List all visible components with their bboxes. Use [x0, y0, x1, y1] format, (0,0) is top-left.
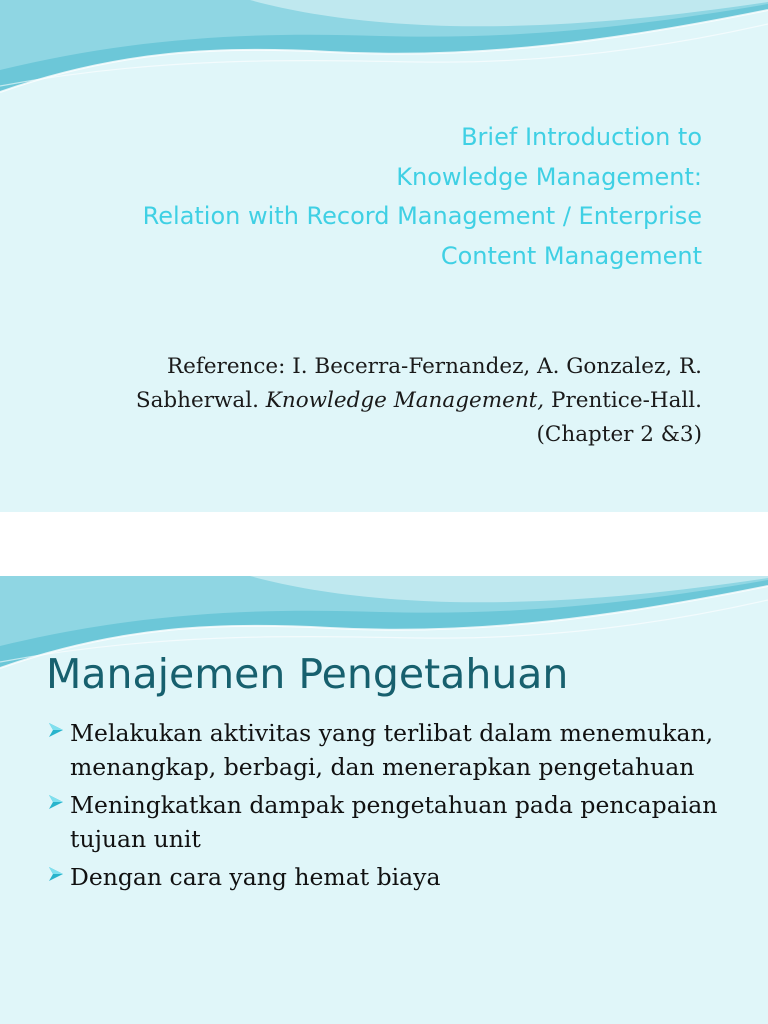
list-item: [46, 716, 726, 784]
list-item: [46, 860, 726, 894]
title-line: Knowledge Management:: [396, 162, 702, 191]
title-line: Content Management: [440, 241, 702, 270]
slide-title: [22, 118, 702, 276]
bullet-text: Meningkatkan dampak pengetahuan pada pencapaian tujuan unit: [70, 791, 718, 853]
title-line: Relation with Record Management / Enterprise: [142, 202, 702, 230]
arrow-bullet-icon: [46, 720, 66, 740]
decorative-wave-header: [0, 0, 768, 100]
arrow-bullet-icon: [46, 792, 66, 812]
slide-title: Manajemen Pengetahuan: [46, 650, 569, 698]
bullet-text: Melakukan aktivitas yang terlibat dalam menemukan, menangkap, berbagi, dan menerapkan pengetahuan: [70, 719, 714, 781]
reference-book-title: Knowledge Management,: [265, 388, 545, 413]
reference-suffix: Prentice-Hall. (Chapter 2 &3): [536, 388, 702, 447]
title-line: Brief Introduction to: [461, 123, 702, 151]
bullet-list: [46, 716, 726, 898]
bullet-text: Dengan cara yang hemat biaya: [70, 863, 441, 891]
list-item: [46, 788, 726, 856]
reference-text: [42, 350, 702, 452]
reference-prefix: Reference: I. Becerra-Fernandez, A. Gonzalez, R. Sabherwal.: [135, 354, 702, 413]
arrow-bullet-icon: [46, 864, 66, 884]
content-slide: [0, 576, 768, 1024]
